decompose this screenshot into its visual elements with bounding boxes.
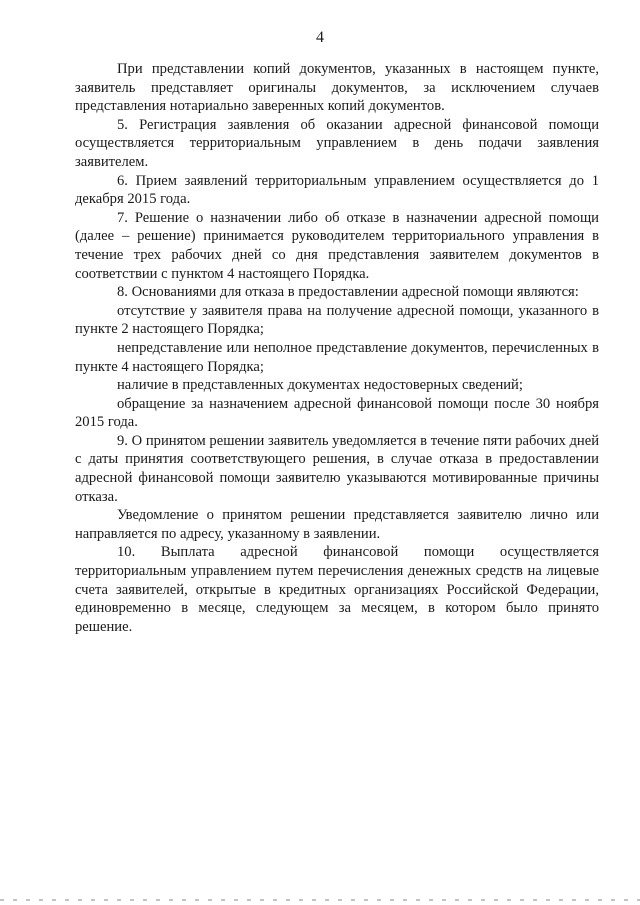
document-body	[75, 60, 599, 636]
refusal-ground-2: непредставление или неполное представление документов, перечисленных в пункте 4 настоящего Порядка;	[75, 339, 599, 375]
paragraph-item-5: 5. Регистрация заявления об оказании адресной финансовой помощи осуществляется территориальным управлением в день подачи заявления заявителем.	[75, 116, 599, 170]
scan-edge-artifact	[0, 899, 640, 901]
refusal-ground-3: наличие в представленных документах недостоверных сведений;	[117, 377, 523, 394]
paragraph-item-9: 9. О принятом решении заявитель уведомляется в течение пяти рабочих дней с даты принятия соответствующего решения, в случае отказа в предоставлении адресной финансовой помощи заявителю указываются мотивированные причины отказа.	[75, 432, 599, 505]
paragraph-copies-note: При представлении копий документов, указанных в настоящем пункте, заявитель представляет оригиналы документов, за исключением случаев представления нотариально заверенных копий документов.	[75, 61, 599, 115]
page-number: 4	[316, 29, 324, 46]
paragraph-item-8: 8. Основаниями для отказа в предоставлении адресной помощи являются:	[117, 284, 579, 301]
paragraph-item-7: 7. Решение о назначении либо об отказе в назначении адресной помощи (далее – решение) принимается руководителем территориального управления в течение трех рабочих дней со дня представления заявителем документов в соответствии с пунктом 4 настоящего Порядка.	[75, 209, 599, 282]
refusal-ground-1: отсутствие у заявителя права на получение адресной помощи, указанного в пункте 2 настоящего Порядка;	[75, 302, 599, 338]
refusal-ground-4: обращение за назначением адресной финансовой помощи после 30 ноября 2015 года.	[75, 395, 599, 431]
paragraph-item-10: 10. Выплата адресной финансовой помощи осуществляется территориальным управлением путем перечисления денежных средств на лицевые счета заявителей, открытые в кредитных организациях Российской Федерации, единовременно в месяце, следующем за месяцем, в котором было принято решение.	[75, 544, 599, 635]
paragraph-notification: Уведомление о принятом решении представляется заявителю лично или направляется по адресу, указанному в заявлении.	[75, 507, 599, 542]
paragraph-item-6: 6. Прием заявлений территориальным управлением осуществляется до 1 декабря 2015 года.	[75, 172, 599, 208]
